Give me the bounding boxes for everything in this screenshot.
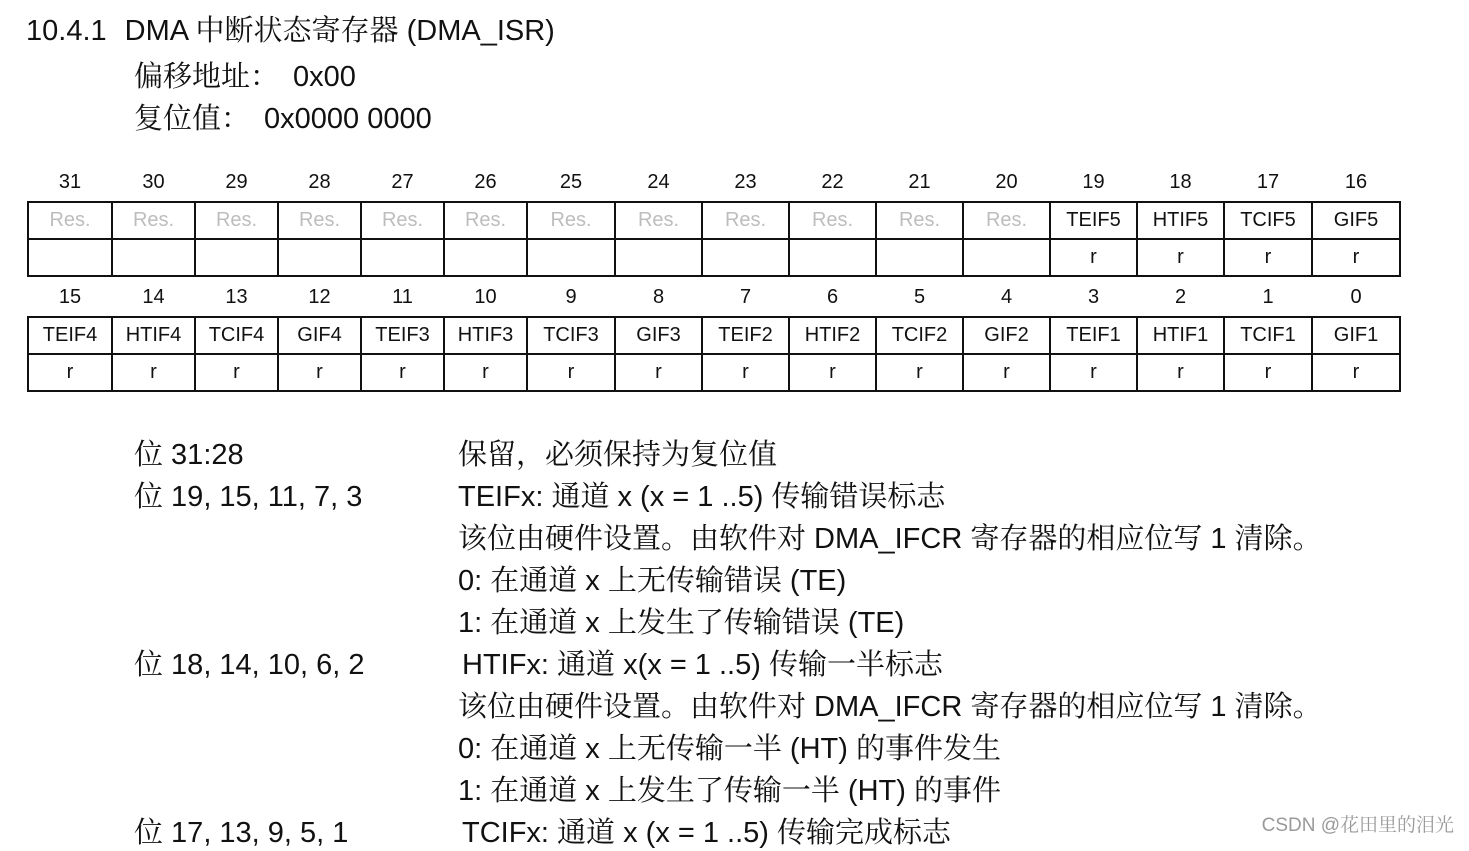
access-type: r: [1224, 354, 1312, 391]
bit-number: 2: [1174, 285, 1187, 308]
field-name: TCIF4: [195, 317, 278, 354]
access-type: r: [702, 354, 789, 391]
access-type: r: [1137, 239, 1224, 276]
access-type: r: [1137, 354, 1224, 391]
access-type: r: [278, 354, 361, 391]
access-type: [615, 239, 702, 276]
field-name: TCIF3: [527, 317, 615, 354]
access-type: [28, 239, 112, 276]
bit-number: 21: [908, 170, 931, 193]
reserved-field: Res.: [278, 202, 361, 239]
bit-number: 0: [1350, 285, 1362, 308]
desc-line: 该位由硬件设置。由软件对 DMA_IFCR 寄存器的相应位写 1 清除。: [458, 691, 1322, 723]
reset-value: 0x0000 0000: [264, 103, 432, 135]
field-name: TEIF2: [702, 317, 789, 354]
access-type: [702, 239, 789, 276]
bit-number: 1: [1262, 285, 1274, 308]
access-type: [112, 239, 195, 276]
desc-line: HTIFx: 通道 x(x = 1 ..5) 传输一半标志: [462, 649, 943, 681]
access-type: [444, 239, 527, 276]
access-type: r: [876, 354, 963, 391]
bit-number: 19: [1082, 170, 1105, 193]
watermark: CSDN @花田里的泪光: [1261, 815, 1454, 836]
bit-number: 4: [1000, 285, 1013, 308]
bit-number: 13: [225, 285, 248, 308]
desc-line: 0: 在通道 x 上无传输错误 (TE): [458, 565, 847, 597]
bit-number: 31: [58, 170, 82, 193]
desc-bits-label: 位 17, 13, 9, 5, 1: [134, 817, 349, 849]
access-type: [278, 239, 361, 276]
desc-line: 1: 在通道 x 上发生了传输一半 (HT) 的事件: [458, 775, 1001, 807]
reserved-field: Res.: [361, 202, 444, 239]
reserved-field: Res.: [702, 202, 789, 239]
reserved-field: Res.: [195, 202, 278, 239]
bit-number: 27: [391, 170, 414, 193]
desc-line: 1: 在通道 x 上发生了传输错误 (TE): [458, 607, 905, 639]
reserved-field: Res.: [789, 202, 876, 239]
bit-number: 7: [739, 285, 752, 308]
bit-number: 26: [474, 170, 497, 193]
bit-number: 18: [1169, 170, 1192, 193]
access-type: r: [1312, 354, 1400, 391]
reserved-field: Res.: [876, 202, 963, 239]
access-type: [789, 239, 876, 276]
access-type: r: [1224, 239, 1312, 276]
bit-number: 5: [913, 285, 926, 308]
access-type: r: [28, 354, 112, 391]
bit-number: 25: [559, 170, 583, 193]
access-type: r: [963, 354, 1050, 391]
register-lower-half: [27, 278, 1401, 392]
section-title: DMA 中断状态寄存器 (DMA_ISR): [124, 15, 555, 47]
bit-number-row: [28, 163, 1400, 202]
field-name: TEIF4: [28, 317, 112, 354]
section-number: 10.4.1: [26, 15, 107, 47]
field-name: TEIF1: [1050, 317, 1137, 354]
bit-number: 16: [1344, 170, 1368, 193]
field-name: TEIF3: [361, 317, 444, 354]
desc-bits-label: 位 31:28: [134, 439, 244, 471]
access-type: r: [789, 354, 876, 391]
reserved-field: Res.: [28, 202, 112, 239]
field-name: HTIF3: [444, 317, 527, 354]
bit-number: 22: [821, 170, 844, 193]
desc-bits-label: 位 19, 15, 11, 7, 3: [134, 481, 363, 513]
field-name: TCIF5: [1224, 202, 1312, 239]
desc-line: 该位由硬件设置。由软件对 DMA_IFCR 寄存器的相应位写 1 清除。: [458, 523, 1322, 555]
access-type: r: [195, 354, 278, 391]
access-row: [28, 239, 1400, 276]
reset-label: 复位值：: [134, 101, 251, 135]
access-type: r: [444, 354, 527, 391]
access-type: [195, 239, 278, 276]
field-name-row: [28, 202, 1400, 239]
access-type: r: [112, 354, 195, 391]
bit-number: 17: [1256, 170, 1280, 193]
field-name: GIF4: [278, 317, 361, 354]
access-type: r: [1050, 354, 1137, 391]
access-type: r: [615, 354, 702, 391]
bit-number: 15: [58, 285, 82, 308]
field-name: TCIF1: [1224, 317, 1312, 354]
field-name-row: [28, 317, 1400, 354]
access-type: [963, 239, 1050, 276]
field-name: TCIF2: [876, 317, 963, 354]
field-name: GIF1: [1312, 317, 1400, 354]
offset-label: 偏移地址：: [134, 59, 280, 93]
offset-line: [134, 54, 356, 95]
field-name: HTIF5: [1137, 202, 1224, 239]
access-type: [876, 239, 963, 276]
desc-line: 0: 在通道 x 上无传输一半 (HT) 的事件发生: [458, 733, 1001, 765]
reserved-field: Res.: [527, 202, 615, 239]
reserved-field: Res.: [112, 202, 195, 239]
desc-line: TEIFx: 通道 x (x = 1 ..5) 传输错误标志: [458, 481, 946, 513]
access-type: r: [1050, 239, 1137, 276]
bit-number: 24: [647, 170, 670, 193]
bit-number: 30: [142, 170, 165, 193]
field-name: TEIF5: [1050, 202, 1137, 239]
field-name: HTIF2: [789, 317, 876, 354]
desc-bits-label: 位 18, 14, 10, 6, 2: [134, 649, 365, 681]
bit-number: 8: [652, 285, 665, 308]
bit-number: 9: [565, 285, 577, 308]
access-type: [361, 239, 444, 276]
register-upper-half: [27, 163, 1401, 277]
bit-number: 3: [1087, 285, 1100, 308]
bit-number: 10: [474, 285, 497, 308]
reset-line: [134, 96, 432, 137]
field-name: GIF3: [615, 317, 702, 354]
bit-number: 12: [308, 285, 331, 308]
bit-number: 28: [308, 170, 331, 193]
bit-number: 14: [142, 285, 165, 308]
section-heading: [26, 8, 555, 49]
access-type: [527, 239, 615, 276]
reserved-field: Res.: [963, 202, 1050, 239]
field-name: HTIF4: [112, 317, 195, 354]
access-row: [28, 354, 1400, 391]
access-type: r: [1312, 239, 1400, 276]
bit-number-row: [28, 278, 1400, 317]
access-type: r: [361, 354, 444, 391]
field-name: GIF2: [963, 317, 1050, 354]
bit-number: 6: [826, 285, 839, 308]
bit-number: 23: [734, 170, 757, 193]
desc-line: TCIFx: 通道 x (x = 1 ..5) 传输完成标志: [462, 817, 952, 849]
field-name: HTIF1: [1137, 317, 1224, 354]
access-type: r: [527, 354, 615, 391]
bit-number: 20: [995, 170, 1018, 193]
bit-number: 29: [225, 170, 248, 193]
reserved-field: Res.: [615, 202, 702, 239]
field-name: GIF5: [1312, 202, 1400, 239]
offset-value: 0x00: [293, 61, 356, 93]
bit-number: 11: [392, 285, 413, 308]
desc-line: 保留，必须保持为复位值: [458, 437, 778, 471]
reserved-field: Res.: [444, 202, 527, 239]
